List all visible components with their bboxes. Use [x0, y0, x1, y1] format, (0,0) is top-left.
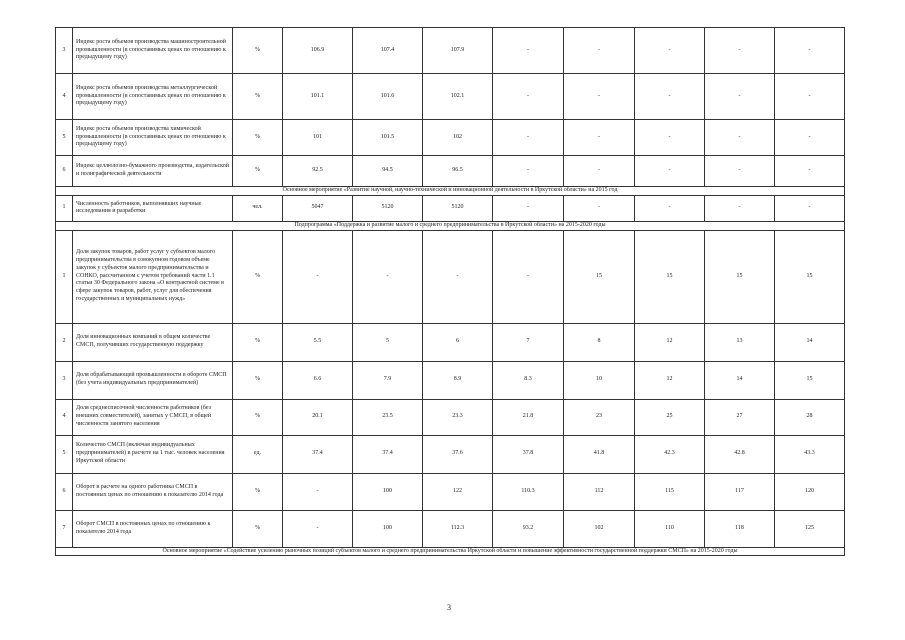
unit-cell: %	[233, 399, 283, 435]
value-cell: -	[705, 28, 775, 74]
value-cell: 101	[283, 120, 353, 156]
value-cell: 25	[635, 399, 705, 435]
value-cell: -	[564, 195, 635, 221]
value-cell: -	[635, 120, 705, 156]
value-cell: 106.9	[283, 28, 353, 74]
value-cell: 23.3	[423, 399, 493, 435]
value-cell: -	[353, 230, 423, 323]
row-number: 7	[56, 510, 73, 547]
table-row	[56, 156, 845, 187]
value-cell: 15	[705, 230, 775, 323]
value-cell: -	[564, 74, 635, 120]
value-cell: 92.5	[283, 156, 353, 187]
value-cell: 23.5	[353, 399, 423, 435]
value-cell: -	[564, 156, 635, 187]
indicator-name: Индекс роста объемов производства машиностроительной промышленности (в сопоставимых ценах по отношению к предыдущему году)	[73, 28, 233, 74]
value-cell: 7	[493, 323, 564, 361]
value-cell: 102	[564, 510, 635, 547]
value-cell: 117	[705, 473, 775, 510]
value-cell: -	[705, 120, 775, 156]
value-cell: 110	[635, 510, 705, 547]
value-cell: -	[705, 195, 775, 221]
indicator-name: Численность работников, выполнявших научные исследования и разработки	[73, 195, 233, 221]
table-row	[56, 28, 845, 74]
value-cell: 115	[635, 473, 705, 510]
section-title: Подпрограмма «Поддержка и развитие малого и среднего предпринимательства в Иркутской области» на 2015-2020 годы	[56, 221, 845, 230]
value-cell: 125	[775, 510, 845, 547]
value-cell: -	[775, 120, 845, 156]
section-title: Основное мероприятие «Развитие научной, научно-технической и инновационной деятельности в Иркутской области» на 2015 год	[56, 187, 845, 196]
indicator-name: Доля обрабатывающей промышленности в обороте СМСП (без учета индивидуальных предпринимателей)	[73, 361, 233, 399]
value-cell: 101.5	[353, 120, 423, 156]
indicator-name: Доля закупок товаров, работ услуг у субъектов малого предпринимательства в совокупном годовом объеме закупок у субъектов малого предпринимательства и СОНКО, рассчитанном с учетом требований части 1.1 статьи 30 Федерального закона «О контрактной системе в сфере закупок товаров, работ, услуг для обеспечения государственных и муниципальных нужд»	[73, 230, 233, 323]
unit-cell: ед.	[233, 435, 283, 473]
section-title: Основное мероприятие «Содействие усилению рыночных позиций субъектов малого и среднего предпринимательства Иркутской области и повышение эффективности государственной поддержки СМСП» на 2015-2020 годы	[56, 547, 845, 556]
value-cell: 28	[775, 399, 845, 435]
page-number: 3	[447, 603, 451, 612]
row-number: 4	[56, 399, 73, 435]
value-cell: 42.8	[705, 435, 775, 473]
table-row	[56, 361, 845, 399]
value-cell: -	[423, 230, 493, 323]
unit-cell: %	[233, 120, 283, 156]
indicator-name: Количество СМСП (включая индивидуальных предпринимателей) в расчете на 1 тыс. человек населения Иркутской области	[73, 435, 233, 473]
value-cell: -	[775, 74, 845, 120]
value-cell: 7.9	[353, 361, 423, 399]
indicator-name: Индекс роста объемов производства металлургической промышленности (в сопоставимых ценах по отношению к предыдущему году)	[73, 74, 233, 120]
value-cell: 122	[423, 473, 493, 510]
value-cell: 107.4	[353, 28, 423, 74]
row-number: 6	[56, 156, 73, 187]
table-row	[56, 323, 845, 361]
value-cell: 21.8	[493, 399, 564, 435]
row-number: 1	[56, 195, 73, 221]
value-cell: -	[493, 156, 564, 187]
value-cell: 5120	[353, 195, 423, 221]
value-cell: 112.3	[423, 510, 493, 547]
value-cell: 37.4	[353, 435, 423, 473]
indicator-name: Доля инновационных компаний в общем количестве СМСП, получивших государственную поддержку	[73, 323, 233, 361]
value-cell: 6.6	[283, 361, 353, 399]
row-number: 3	[56, 28, 73, 74]
section-header-row	[56, 547, 845, 556]
value-cell: 112	[564, 473, 635, 510]
indicator-name: Индекс роста объемов производства химической промышленности (в сопоставимых ценах по отношению к предыдущему году)	[73, 120, 233, 156]
value-cell: 107.9	[423, 28, 493, 74]
value-cell: -	[493, 230, 564, 323]
value-cell: 12	[635, 323, 705, 361]
value-cell: -	[635, 28, 705, 74]
value-cell: -	[635, 156, 705, 187]
table-row	[56, 399, 845, 435]
unit-cell: %	[233, 510, 283, 547]
table-row	[56, 195, 845, 221]
value-cell: 93.2	[493, 510, 564, 547]
value-cell: -	[564, 120, 635, 156]
value-cell: 14	[775, 323, 845, 361]
value-cell: -	[635, 195, 705, 221]
section-header-row	[56, 187, 845, 196]
indicator-name: Доля среднесписочной численности работников (без внешних совместителей), занятых у СМСП, в общей численности занятого населения	[73, 399, 233, 435]
row-number: 1	[56, 230, 73, 323]
value-cell: -	[493, 28, 564, 74]
unit-cell: %	[233, 473, 283, 510]
table-row	[56, 74, 845, 120]
section-header-row	[56, 221, 845, 230]
value-cell: 8.3	[493, 361, 564, 399]
value-cell: -	[283, 473, 353, 510]
unit-cell: %	[233, 323, 283, 361]
row-number: 2	[56, 323, 73, 361]
value-cell: 110.3	[493, 473, 564, 510]
value-cell: -	[775, 195, 845, 221]
unit-cell: %	[233, 156, 283, 187]
value-cell: 100	[353, 473, 423, 510]
value-cell: 5	[353, 323, 423, 361]
value-cell: 37.8	[493, 435, 564, 473]
row-number: 3	[56, 361, 73, 399]
value-cell: 10	[564, 361, 635, 399]
value-cell: 118	[705, 510, 775, 547]
value-cell: 8.9	[423, 361, 493, 399]
row-number: 6	[56, 473, 73, 510]
value-cell: 43.3	[775, 435, 845, 473]
value-cell: 15	[775, 361, 845, 399]
value-cell: 100	[353, 510, 423, 547]
value-cell: -	[493, 195, 564, 221]
value-cell: 42.3	[635, 435, 705, 473]
indicator-name: Оборот в расчете на одного работника СМСП в постоянных ценах по отношению к показателю 2014 года	[73, 473, 233, 510]
value-cell: -	[564, 28, 635, 74]
value-cell: 5.5	[283, 323, 353, 361]
table-row	[56, 510, 845, 547]
unit-cell: %	[233, 230, 283, 323]
value-cell: 37.4	[283, 435, 353, 473]
value-cell: 20.1	[283, 399, 353, 435]
value-cell: 15	[775, 230, 845, 323]
table-row	[56, 435, 845, 473]
table-row	[56, 230, 845, 323]
value-cell: 12	[635, 361, 705, 399]
value-cell: 101.1	[283, 74, 353, 120]
value-cell: -	[705, 74, 775, 120]
value-cell: 102	[423, 120, 493, 156]
value-cell: -	[283, 230, 353, 323]
value-cell: -	[705, 156, 775, 187]
value-cell: -	[493, 74, 564, 120]
table-row	[56, 120, 845, 156]
value-cell: 8	[564, 323, 635, 361]
value-cell: 41.8	[564, 435, 635, 473]
value-cell: 23	[564, 399, 635, 435]
value-cell: 120	[775, 473, 845, 510]
value-cell: 5047	[283, 195, 353, 221]
value-cell: 15	[564, 230, 635, 323]
value-cell: 6	[423, 323, 493, 361]
value-cell: -	[775, 28, 845, 74]
unit-cell: %	[233, 74, 283, 120]
unit-cell: чел.	[233, 195, 283, 221]
row-number: 5	[56, 435, 73, 473]
value-cell: 5120	[423, 195, 493, 221]
value-cell: 96.5	[423, 156, 493, 187]
row-number: 4	[56, 74, 73, 120]
value-cell: 13	[705, 323, 775, 361]
value-cell: 15	[635, 230, 705, 323]
value-cell: -	[493, 120, 564, 156]
value-cell: -	[635, 74, 705, 120]
value-cell: -	[283, 510, 353, 547]
value-cell: 101.6	[353, 74, 423, 120]
indicator-name: Индекс целлюлозно-бумажного производства, издательской и полиграфической деятельности	[73, 156, 233, 187]
value-cell: 27	[705, 399, 775, 435]
unit-cell: %	[233, 28, 283, 74]
indicator-name: Оборот СМСП в постоянных ценах по отношению к показателю 2014 года	[73, 510, 233, 547]
indicator-table	[55, 27, 845, 556]
value-cell: 102.1	[423, 74, 493, 120]
unit-cell: %	[233, 361, 283, 399]
value-cell: -	[775, 156, 845, 187]
value-cell: 14	[705, 361, 775, 399]
value-cell: 37.6	[423, 435, 493, 473]
value-cell: 94.5	[353, 156, 423, 187]
row-number: 5	[56, 120, 73, 156]
table-row	[56, 473, 845, 510]
